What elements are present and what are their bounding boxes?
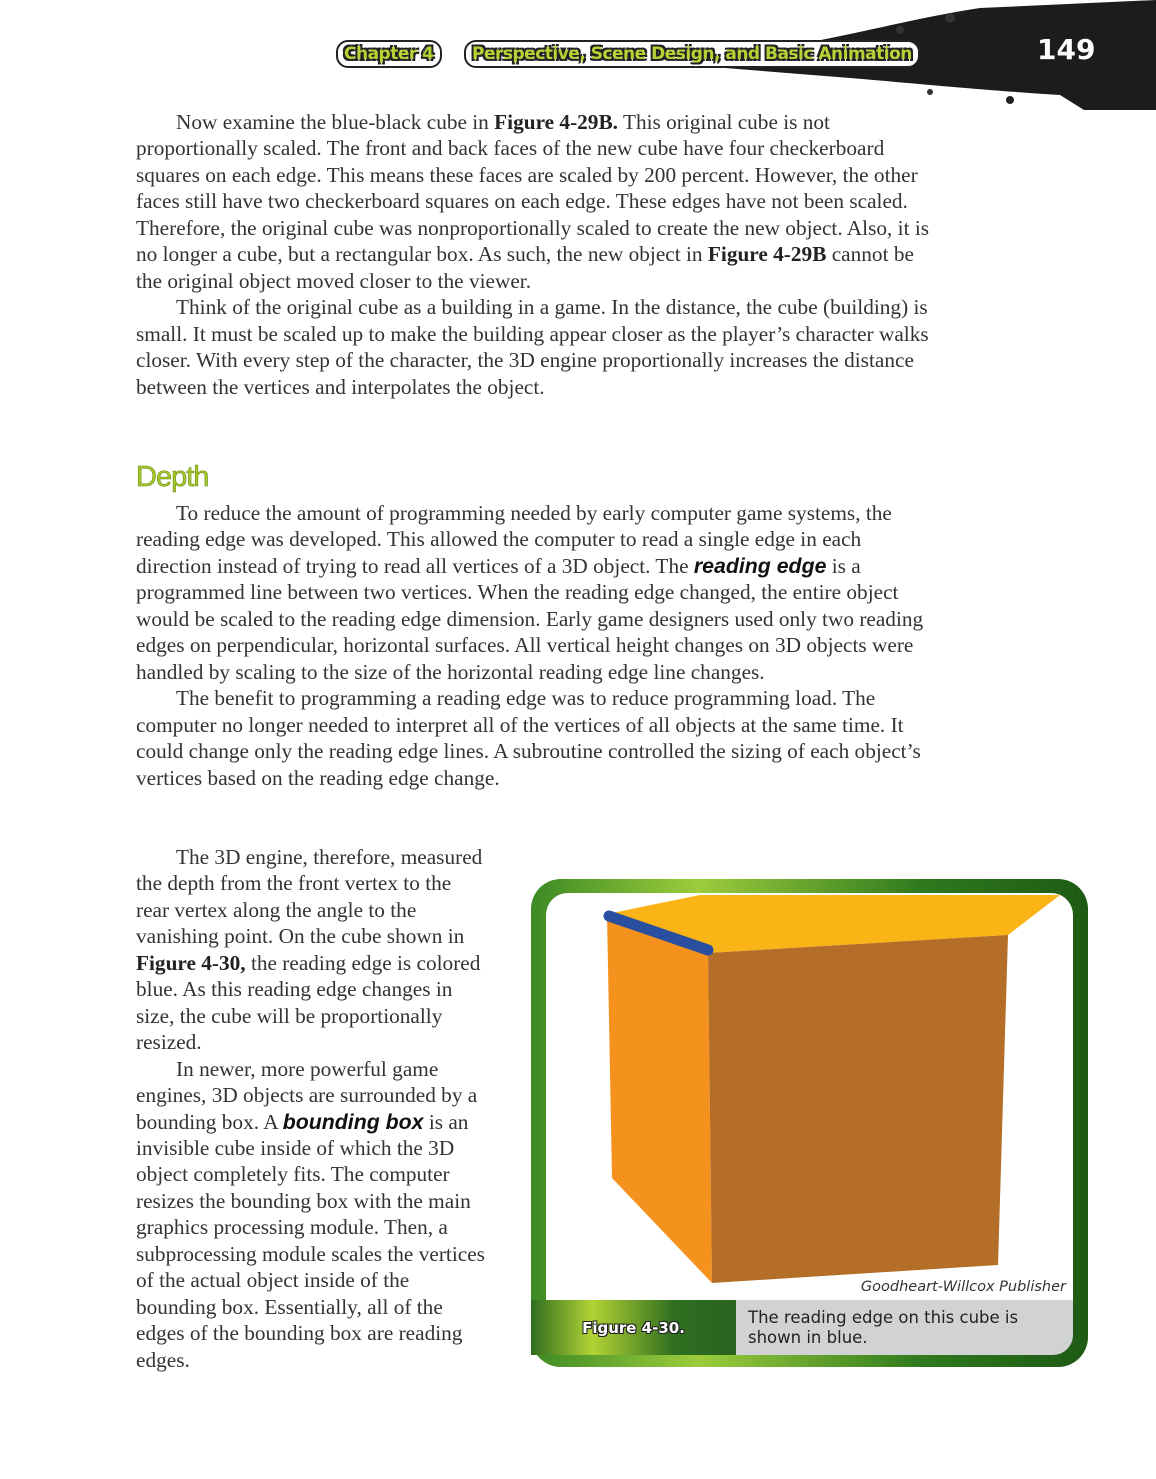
text-run: In newer, more powerful game engines, 3D objects are surrounded by a bounding box. A [136, 1056, 478, 1134]
figure-label: Figure 4-30. [531, 1300, 736, 1355]
text-run: the reading edge is colored blue. As this reading edge changes in size, the cube will be proportionally resized. [136, 950, 481, 1055]
cube-left-face [607, 914, 712, 1283]
figure-caption-text: The reading edge on this cube is shown in blue. [736, 1300, 1073, 1355]
text-run: Now examine the blue-black cube in [176, 110, 495, 134]
section-heading: Depth [136, 461, 209, 493]
cube-front-face [708, 935, 1008, 1283]
figure-credit: Goodheart-Willcox Publisher [860, 1279, 1066, 1295]
text-run: is a programmed line between two vertices. When the reading edge changed, the entire object would be scaled to the reading edge dimension. Early game designers used only two reading edges on perpendicular, horizontal surfaces. All vertical height changes on 3D objects were handled by scaling to the size of the horizontal reading edge line changes. [136, 553, 924, 684]
text-run: The benefit to programming a reading edge was to reduce programming load. The computer no longer needed to interpret all of the vertices of all objects at the same time. It could change only the reading edge lines. A subroutine controlled the sizing of each object’s vertices based on the reading edge change. [136, 686, 921, 790]
figure-caption [531, 1300, 1073, 1355]
figure-reference: Figure 4-29B. [494, 110, 618, 134]
chapter-label: Chapter 4 [336, 40, 442, 68]
page-number: 149 [1037, 33, 1096, 66]
figure-reference: Figure 4-30, [136, 950, 246, 975]
key-term: bounding box [282, 1109, 424, 1134]
text-run: is an invisible cube inside of which the 3D object completely fits. The computer resizes the bounding box with the main graphics processing module. Then, a subprocessing module scales the vertices of the actual object inside of the bounding box. Essentially, all of the edges of the bounding box are reading edges. [136, 1109, 485, 1372]
text-run: Think of the original cube as a building in a game. In the distance, the cube (building) is small. It must be scaled up to make the building appear closer as the player’s character walks closer. With every step of the character, the 3D engine proportionally increases the distance between the vertices and interpolates the object. [136, 295, 929, 399]
key-term: reading edge [693, 553, 827, 578]
chapter-title: Perspective, Scene Design, and Basic Animation [464, 40, 920, 68]
text-run: cannot be the original object moved closer to the viewer. [136, 242, 914, 293]
text-run: To reduce the amount of programming needed by early computer game systems, the reading edge was developed. This allowed the computer to read a single edge in each direction instead of trying to read all vertices of a 3D object. The [136, 501, 892, 578]
figure-reference: Figure 4-29B [707, 242, 827, 267]
text-run: This original cube is not proportionally scaled. The front and back faces of the new cube have four checkerboard squares on each edge. This means these faces are scaled by 200 percent. However, the other faces still have two checkerboard squares on each edge. These edges have not been scaled. Therefore, the original cube was nonproportionally scaled to create the new object. Also, it is no longer a cube, but a rectangular box. As such, the new object in [136, 110, 930, 267]
text-run: The 3D engine, therefore, measured the depth from the front vertex to the rear vertex along the angle to the vanishing point. On the cube shown in [136, 845, 483, 949]
